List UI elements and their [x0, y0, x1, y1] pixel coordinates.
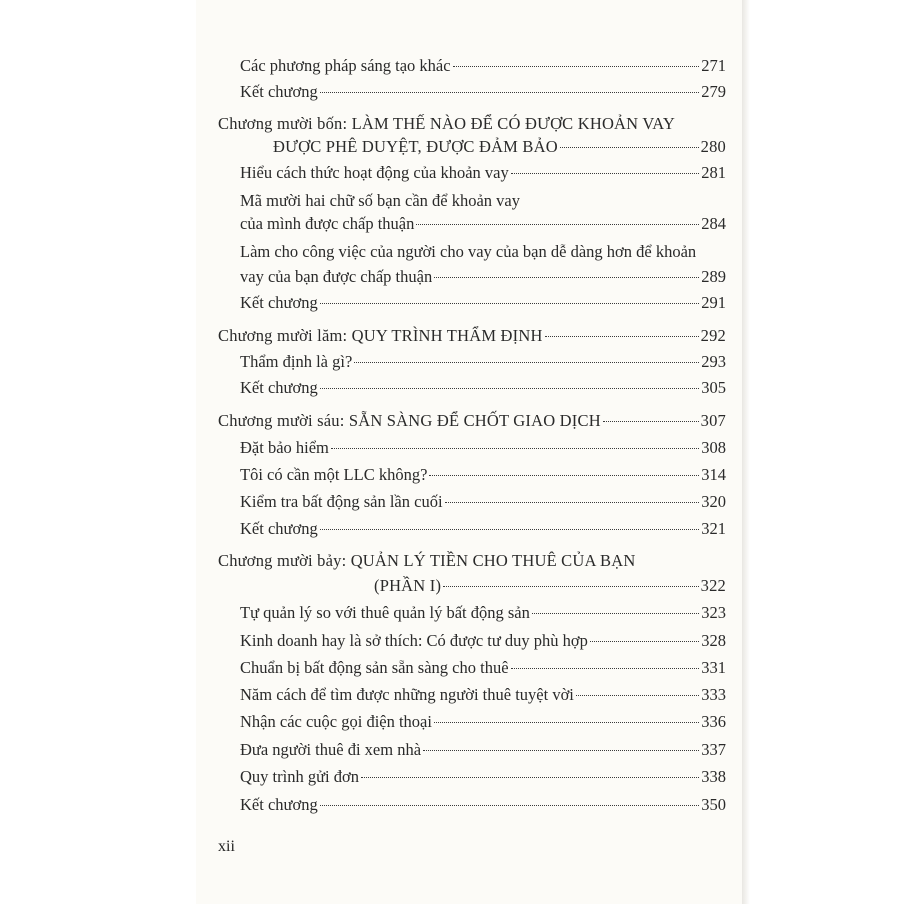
toc-entry: [240, 740, 726, 760]
toc-entry-page: 321: [701, 519, 726, 538]
toc-entry: [240, 214, 726, 234]
page-edge-shadow: [742, 0, 750, 904]
chapter-heading-continued: [273, 137, 726, 157]
dot-leader: [603, 421, 699, 422]
toc-entry: [240, 378, 726, 398]
toc-entry-page: 308: [701, 438, 726, 457]
toc-entry-title: Đặt bảo hiểm: [240, 438, 329, 457]
toc-entry: [240, 267, 726, 287]
toc-entry-page: 333: [701, 685, 726, 704]
toc-entry: [240, 465, 726, 485]
dot-leader: [445, 502, 700, 503]
toc-entry: [240, 438, 726, 458]
toc-entry: [240, 82, 726, 102]
dot-leader: [511, 173, 700, 174]
dot-leader: [434, 277, 699, 278]
toc-entry-title: Kết chương: [240, 293, 318, 312]
toc-entry-page: 289: [701, 267, 726, 286]
toc-entry: [240, 767, 726, 787]
toc-entry-title: Các phương pháp sáng tạo khác: [240, 56, 451, 75]
toc-entry-page: 323: [701, 603, 726, 622]
toc-entry: [240, 631, 726, 651]
toc-entry-page: 291: [701, 293, 726, 312]
dot-leader: [354, 362, 699, 363]
toc-entry-page: 280: [700, 137, 726, 156]
toc-entry-page: 328: [701, 631, 726, 650]
toc-entry-title: (PHẦN I): [374, 576, 442, 595]
dot-leader: [320, 92, 700, 93]
toc-entry: [240, 712, 726, 732]
toc-entry-title: Kết chương: [240, 378, 318, 397]
toc-entry-title: ĐƯỢC PHÊ DUYỆT, ĐƯỢC ĐẢM BẢO: [273, 137, 558, 156]
toc-entry-page: 281: [701, 163, 726, 182]
toc-entry-title: Nhận các cuộc gọi điện thoại: [240, 712, 432, 731]
toc-entry-title: Quy trình gửi đơn: [240, 767, 359, 786]
toc-entry-title: Mã mười hai chữ số bạn cần để khoản vay: [240, 191, 520, 210]
toc-entry-page: 336: [701, 712, 726, 731]
toc-entry-title: Kết chương: [240, 82, 318, 101]
toc-entry-title: Kết chương: [240, 519, 318, 538]
toc-entry-page: 320: [701, 492, 726, 511]
dot-leader: [320, 303, 700, 304]
toc-entry-title-continued: vay của bạn được chấp thuận: [240, 267, 433, 286]
chapter-heading: [218, 326, 726, 346]
dot-leader: [320, 388, 700, 389]
dot-leader: [532, 613, 699, 614]
toc-entry: [240, 603, 726, 623]
toc-entry-page: 331: [701, 658, 726, 677]
dot-leader: [511, 668, 700, 669]
toc-entry-page: 307: [700, 411, 726, 430]
chapter-heading: [218, 411, 726, 431]
toc-entry-title: Đưa người thuê đi xem nhà: [240, 740, 422, 759]
toc-entry-page: 292: [700, 326, 726, 345]
dot-leader: [361, 777, 699, 778]
toc-entry: [240, 293, 726, 313]
toc-entry-title: Thẩm định là gì?: [240, 352, 353, 371]
dot-leader: [590, 641, 699, 642]
dot-leader: [320, 805, 700, 806]
dot-leader: [453, 66, 700, 67]
toc-entry-title: Năm cách để tìm được những người thuê tuyệt vời: [240, 685, 574, 704]
toc-entry: [240, 519, 726, 539]
toc-entry-page: 350: [701, 795, 726, 814]
toc-entry: [240, 795, 726, 815]
dot-leader: [576, 695, 699, 696]
dot-leader: [545, 336, 699, 337]
page-number-label: xii: [218, 838, 235, 855]
dot-leader: [331, 448, 699, 449]
dot-leader: [443, 586, 699, 587]
toc-entry-page: 284: [701, 214, 726, 233]
dot-leader: [416, 224, 699, 225]
dot-leader: [423, 750, 699, 751]
toc-entry-page: 279: [701, 82, 726, 101]
toc-entry-title: Chương mười sáu: SẴN SÀNG ĐỂ CHỐT GIAO DỊCH: [218, 411, 601, 430]
toc-entry-page: 305: [701, 378, 726, 397]
toc-entry-page: 271: [701, 56, 726, 75]
toc-entry-title: Hiểu cách thức hoạt động của khoản vay: [240, 163, 509, 182]
toc-entry-title: Kiểm tra bất động sản lần cuối: [240, 492, 443, 511]
toc-entry: [240, 163, 726, 183]
toc-entry-title: Chương mười lăm: QUY TRÌNH THẨM ĐỊNH: [218, 326, 543, 345]
toc-entry-page: 293: [701, 352, 726, 371]
toc-entry-title: Tôi có cần một LLC không?: [240, 465, 428, 484]
dot-leader: [434, 722, 699, 723]
toc-entry: [240, 492, 726, 512]
toc-entry: [240, 56, 726, 76]
toc-entry: [240, 658, 726, 678]
chapter-heading: Chương mười bốn: LÀM THẾ NÀO ĐỂ CÓ ĐƯỢC KHOẢN VAY: [218, 114, 676, 133]
toc-entry-title-continued: của mình được chấp thuận: [240, 214, 415, 233]
toc-entry-title: Kinh doanh hay là sở thích: Có được tư duy phù hợp: [240, 631, 588, 650]
chapter-heading: Chương mười bảy: QUẢN LÝ TIỀN CHO THUÊ CỦA BẠN: [218, 551, 636, 570]
toc-entry-title: Chuẩn bị bất động sản sẵn sàng cho thuê: [240, 658, 509, 677]
toc-entry-page: 314: [701, 465, 726, 484]
toc-entry-title: Làm cho công việc của người cho vay của bạn dễ dàng hơn để khoản: [240, 242, 697, 261]
toc-entry-page: 338: [701, 767, 726, 786]
dot-leader: [429, 475, 699, 476]
toc-entry-title: Kết chương: [240, 795, 318, 814]
dot-leader: [560, 147, 699, 148]
toc-entry: [240, 685, 726, 705]
dot-leader: [320, 529, 700, 530]
toc-entry-title: Tự quản lý so với thuê quản lý bất động sản: [240, 603, 530, 622]
toc-entry: [240, 352, 726, 372]
toc-entry-page: 337: [701, 740, 726, 759]
toc-entry-page: 322: [700, 576, 726, 595]
chapter-heading-continued: [374, 576, 726, 596]
